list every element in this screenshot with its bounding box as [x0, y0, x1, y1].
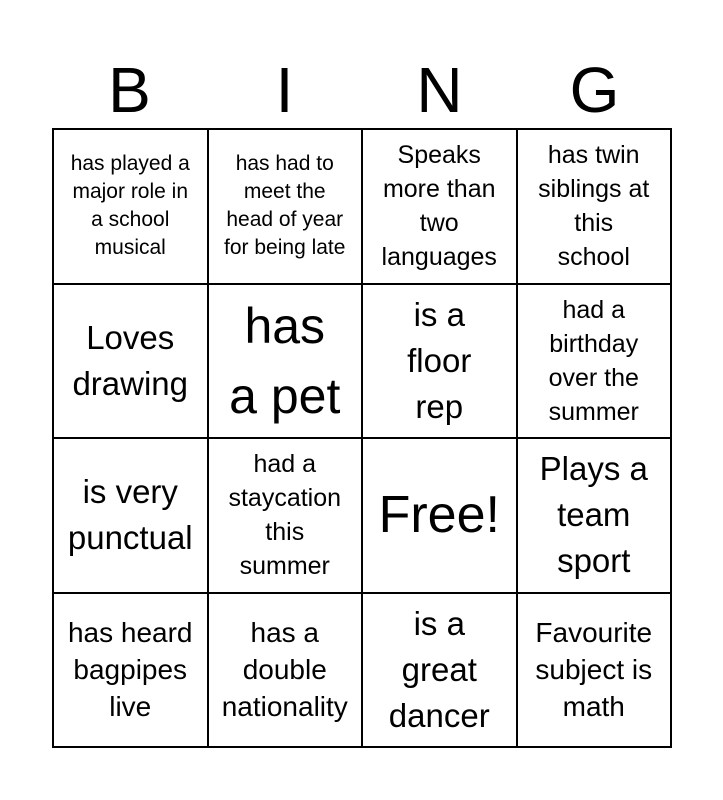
bingo-cell[interactable]: [363, 594, 518, 749]
bingo-cell[interactable]: [209, 594, 364, 749]
bingo-cell-free[interactable]: [363, 439, 518, 594]
bingo-cell-text: had a staycation this summer: [228, 450, 342, 581]
bingo-cell-text: is a great dancer: [388, 604, 490, 734]
bingo-cell[interactable]: [54, 439, 209, 594]
bingo-cell-text: Plays a team sport: [539, 450, 648, 580]
bingo-cell[interactable]: [54, 285, 209, 440]
bingo-cell[interactable]: [209, 439, 364, 594]
bingo-cell[interactable]: [363, 285, 518, 440]
bingo-cell[interactable]: [54, 594, 209, 749]
bingo-cell-text: is a floor rep: [407, 295, 472, 425]
bingo-header: [52, 52, 672, 128]
bingo-cell-text: Speaks more than two languages: [381, 141, 497, 272]
header-letter-b: B: [108, 54, 151, 126]
bingo-cell[interactable]: [209, 130, 364, 285]
bingo-cell-text: has twin siblings at this school: [538, 141, 650, 272]
bingo-cell[interactable]: [209, 285, 364, 440]
bingo-cell-text: has a double nationality: [221, 617, 348, 723]
bingo-cell[interactable]: [54, 130, 209, 285]
header-letter-i: I: [275, 54, 294, 126]
bingo-cell[interactable]: [518, 594, 673, 749]
bingo-cell-text: Free!: [378, 486, 500, 545]
bingo-cell[interactable]: [518, 285, 673, 440]
bingo-cell-text: has heard bagpipes live: [67, 617, 193, 723]
bingo-cell-text: has played a major role in a school musical: [70, 152, 190, 260]
bingo-cell-text: is very punctual: [67, 473, 193, 557]
bingo-cell-text: Favourite subject is math: [535, 617, 653, 723]
header-letter-g: G: [569, 54, 620, 126]
bingo-cell-text: Loves drawing: [72, 318, 189, 402]
bingo-cell-text: has had to meet the head of year for being late: [224, 152, 346, 260]
bingo-cell-text: had a birthday over the summer: [548, 295, 639, 426]
bingo-cell[interactable]: [363, 130, 518, 285]
bingo-cell[interactable]: [518, 439, 673, 594]
header-letter-n: N: [416, 54, 463, 126]
bingo-board: [52, 128, 672, 748]
bingo-cell[interactable]: [518, 130, 673, 285]
bingo-cell-text: has a pet: [229, 297, 341, 424]
